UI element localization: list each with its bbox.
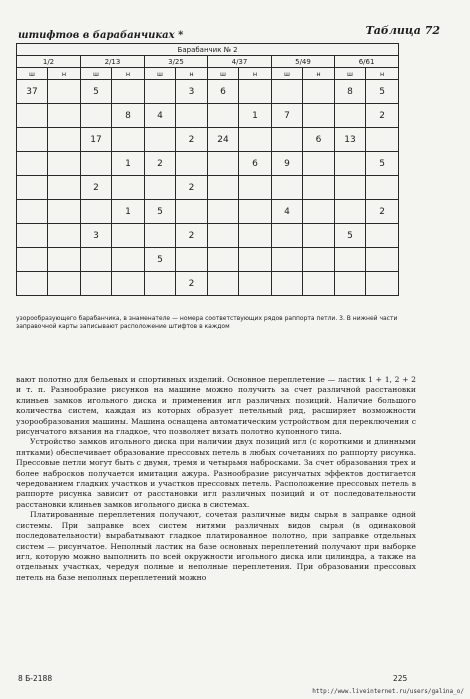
table-cell <box>112 176 145 200</box>
table-cell <box>17 272 48 296</box>
table-cell: 5 <box>81 80 112 104</box>
signature-mark: 8 Б-2188 <box>18 674 53 683</box>
table-cell <box>48 128 81 152</box>
table-cell <box>81 200 112 224</box>
group-header: 2/13 <box>81 56 145 68</box>
table-cell: 5 <box>366 152 399 176</box>
table-cell <box>17 128 48 152</box>
table-row <box>17 104 399 128</box>
table-cell <box>145 272 176 296</box>
table-cell <box>17 200 48 224</box>
body-text <box>16 375 416 583</box>
table-cell <box>208 248 239 272</box>
pin-table <box>16 43 399 296</box>
table-cell <box>176 152 208 176</box>
table-cell <box>81 104 112 128</box>
table-cell <box>112 224 145 248</box>
paragraph-2: Устройство замков игольного диска при наличии двух позиций игл (с короткими и длинными пятками) обеспечивает образование прессовых петель в любых сочетаниях по раппорту рисунка. Прессовые петли могут быть с двумя, тремя и четырьмя набросками. За счет образования трех и более набросков получается имитация ажура. Разнообразие рисунчатых эффектов достигается чередованием гладких участков и участков прессовых петель. Расположение прессовых петель в раппорте рисунка зависит от расстановки игл различных позиций и от последовательности расстановки клиньев замков игольного диска в системах. <box>16 437 416 509</box>
pin-table-container <box>16 43 398 296</box>
table-cell <box>303 104 335 128</box>
table-cell <box>303 272 335 296</box>
table-cell: 4 <box>272 200 303 224</box>
table-cell: 37 <box>17 80 48 104</box>
table-number: Таблица 72 <box>365 24 440 37</box>
sub-header-row <box>17 68 399 80</box>
table-cell <box>112 272 145 296</box>
table-cell <box>176 200 208 224</box>
table-cell <box>17 176 48 200</box>
table-cell: 1 <box>112 200 145 224</box>
table-row <box>17 200 399 224</box>
table-cell <box>239 176 272 200</box>
table-cell: 8 <box>335 80 366 104</box>
table-cell <box>208 200 239 224</box>
table-cell <box>17 152 48 176</box>
table-cell: 5 <box>366 80 399 104</box>
table-cell: 2 <box>366 200 399 224</box>
table-cell <box>272 80 303 104</box>
table-cell: 1 <box>112 152 145 176</box>
table-cell <box>17 104 48 128</box>
table-cell <box>335 104 366 128</box>
table-cell <box>145 128 176 152</box>
table-cell <box>335 152 366 176</box>
table-cell <box>145 224 176 248</box>
table-caption: узорообразующего барабанчика, в знаменателе — номера соответствующих рядов раппорта петли. 3. В нижней части заправочной карты записывают расположение штифтов в каждом <box>16 315 398 330</box>
table-row <box>17 128 399 152</box>
table-cell <box>239 248 272 272</box>
table-cell: 1 <box>239 104 272 128</box>
table-row <box>17 272 399 296</box>
table-cell <box>335 248 366 272</box>
table-row <box>17 80 399 104</box>
table-cell <box>81 152 112 176</box>
table-cell <box>239 224 272 248</box>
page-number: 225 <box>393 674 408 683</box>
table-cell <box>335 200 366 224</box>
table-cell <box>272 224 303 248</box>
table-cell <box>303 80 335 104</box>
sub-header: ш <box>17 68 48 80</box>
table-cell <box>208 152 239 176</box>
table-cell: 3 <box>176 80 208 104</box>
table-cell <box>176 104 208 128</box>
table-cell <box>17 248 48 272</box>
sub-header: ш <box>335 68 366 80</box>
table-cell: 6 <box>303 128 335 152</box>
sub-header: н <box>303 68 335 80</box>
table-cell <box>272 248 303 272</box>
table-cell: 6 <box>239 152 272 176</box>
table-cell <box>112 248 145 272</box>
table-cell <box>239 80 272 104</box>
sub-header: н <box>239 68 272 80</box>
sub-header: ш <box>145 68 176 80</box>
group-header: 6/61 <box>335 56 399 68</box>
table-cell <box>112 128 145 152</box>
table-cell <box>145 176 176 200</box>
table-cell <box>335 272 366 296</box>
table-cell <box>112 80 145 104</box>
table-cell: 2 <box>176 176 208 200</box>
table-cell <box>366 176 399 200</box>
group-header: 3/25 <box>145 56 208 68</box>
table-cell <box>17 224 48 248</box>
table-cell <box>48 176 81 200</box>
table-cell <box>366 128 399 152</box>
table-cell <box>48 152 81 176</box>
table-cell: 6 <box>208 80 239 104</box>
table-cell <box>48 272 81 296</box>
table-cell: 9 <box>272 152 303 176</box>
group-header: 1/2 <box>17 56 81 68</box>
table-cell: 5 <box>145 248 176 272</box>
sub-header: н <box>48 68 81 80</box>
table-cell: 2 <box>81 176 112 200</box>
table-cell: 2 <box>145 152 176 176</box>
table-cell <box>303 200 335 224</box>
table-cell: 8 <box>112 104 145 128</box>
table-cell <box>208 176 239 200</box>
table-cell <box>48 104 81 128</box>
table-cell: 5 <box>145 200 176 224</box>
paragraph-1: вают полотно для бельевых и спортивных изделий. Основное переплетение — ластик 1 + 1, 2 + 2 и т. п. Разнообразие рисунков на машине можно получить за счет различной расстановки клиньев замков игольного диска и применения игл различных позиций. Наличие большого количества систем, каждая из которых образует петельный ряд, расширяет возможности узорообразования машины. Машина оснащена автоматическим устройством для переключения с рисунчатого вязания на гладкое, что позволяет вязать полотно купонного типа. <box>16 375 416 437</box>
sub-header: ш <box>208 68 239 80</box>
watermark-url[interactable]: http://www.liveinternet.ru/users/galina_o/ <box>312 688 464 695</box>
table-cell <box>366 248 399 272</box>
table-cell <box>272 272 303 296</box>
table-cell <box>366 272 399 296</box>
group-header: 4/37 <box>208 56 272 68</box>
running-header-left: штифтов в барабанчиках * <box>18 30 184 41</box>
table-cell <box>303 248 335 272</box>
table-cell: 13 <box>335 128 366 152</box>
table-cell <box>48 224 81 248</box>
table-cell: 17 <box>81 128 112 152</box>
sub-header: н <box>366 68 399 80</box>
table-row <box>17 176 399 200</box>
table-cell <box>272 128 303 152</box>
table-cell <box>366 224 399 248</box>
table-cell: 24 <box>208 128 239 152</box>
table-cell <box>145 80 176 104</box>
table-cell <box>81 248 112 272</box>
table-cell <box>335 176 366 200</box>
table-cell: 2 <box>176 224 208 248</box>
table-cell <box>239 200 272 224</box>
sub-header: н <box>112 68 145 80</box>
table-row <box>17 152 399 176</box>
paragraph-3: Платированные переплетения получают, сочетая различные виды сырья в заправке одной системы. При заправке всех систем нитями различных видов сырья (в одинаковой последовательности) вырабатывают гладкое платированное полотно, при заправке отдельных систем — рисунчатое. Неполный ластик на базе основных переплетений получают при выборке игл, которую можно выполнить по всей окружности игольного диска или цилиндра, а также на отдельных участках, чередуя полные и неполные переплетения. При образовании прессовых петель на базе неполных переплетений можно <box>16 510 416 582</box>
table-cell: 2 <box>176 128 208 152</box>
table-cell <box>48 80 81 104</box>
table-cell <box>208 272 239 296</box>
table-cell <box>303 224 335 248</box>
group-header: 5/49 <box>272 56 335 68</box>
table-cell <box>48 248 81 272</box>
table-cell <box>208 224 239 248</box>
table-cell <box>81 272 112 296</box>
table-cell: 7 <box>272 104 303 128</box>
table-cell: 3 <box>81 224 112 248</box>
group-header-row <box>17 56 399 68</box>
table-cell <box>176 248 208 272</box>
table-cell: 5 <box>335 224 366 248</box>
table-row <box>17 224 399 248</box>
table-cell: 4 <box>145 104 176 128</box>
table-cell <box>303 152 335 176</box>
table-cell: 2 <box>176 272 208 296</box>
table-title: Барабанчик № 2 <box>17 44 399 56</box>
sub-header: ш <box>272 68 303 80</box>
table-row <box>17 248 399 272</box>
table-cell <box>239 272 272 296</box>
table-cell <box>272 176 303 200</box>
table-cell <box>48 200 81 224</box>
sub-header: ш <box>81 68 112 80</box>
table-cell: 2 <box>366 104 399 128</box>
sub-header: н <box>176 68 208 80</box>
table-cell <box>239 128 272 152</box>
table-cell <box>208 104 239 128</box>
table-cell <box>303 176 335 200</box>
